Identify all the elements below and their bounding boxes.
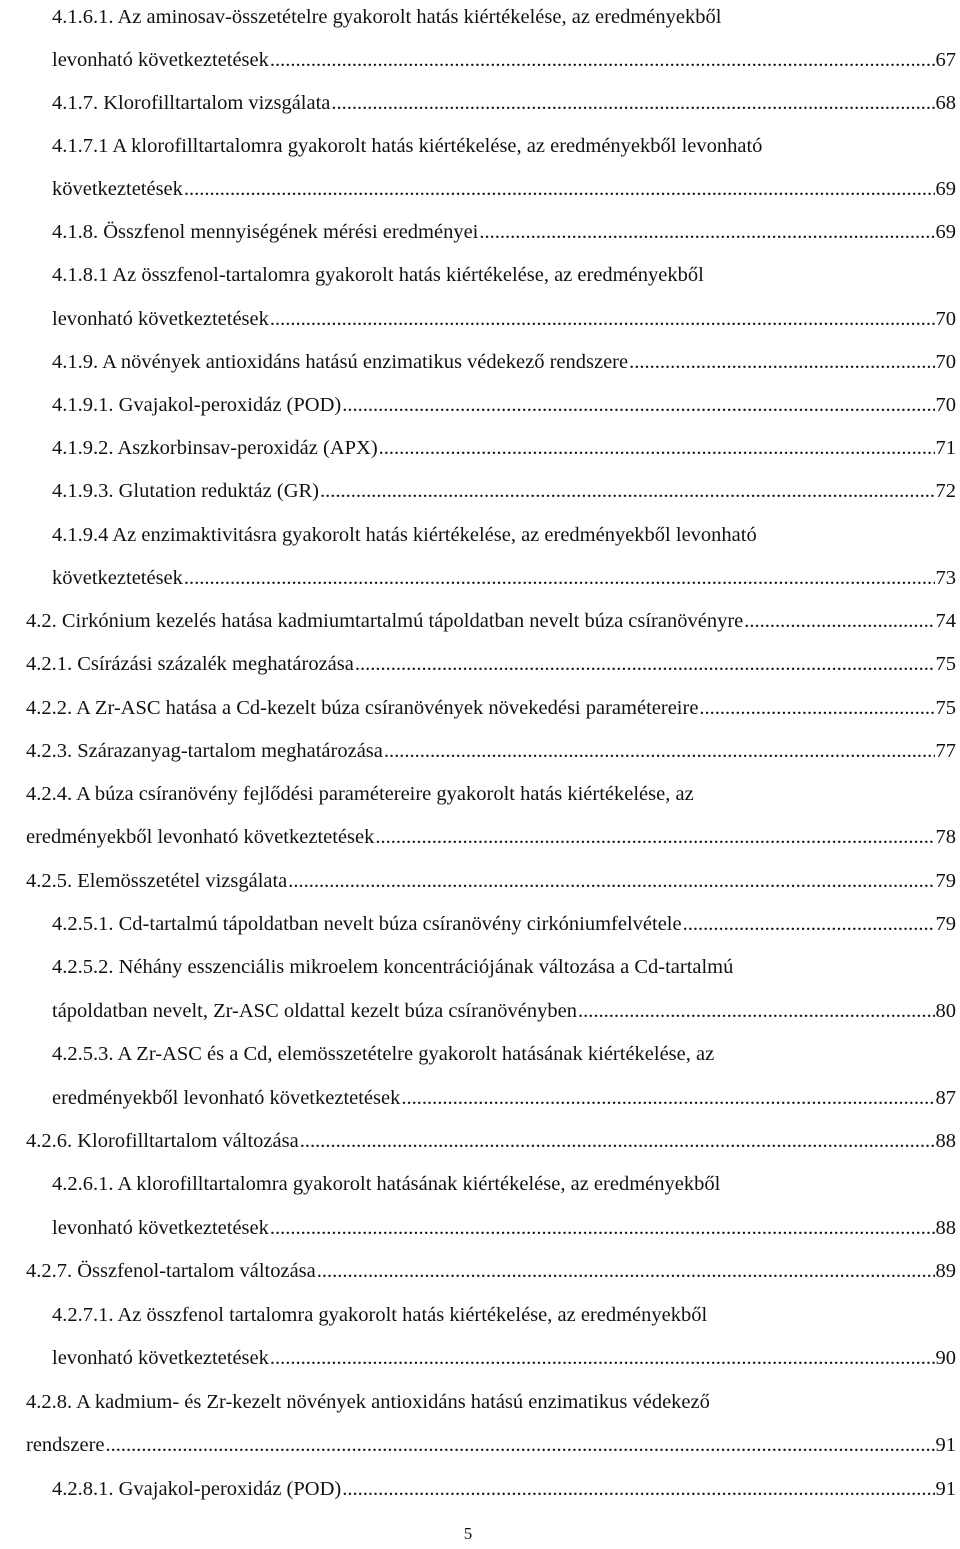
toc-entry-link[interactable] — [52, 1213, 956, 1243]
toc-entry-link[interactable] — [52, 433, 956, 463]
toc-entry-continuation: levonható következtetések — [52, 308, 269, 330]
toc-entry-text: 4.1.8.1 Az összfenol-tartalomra gyakorolt hatás kiértékelése, az eredményekből — [52, 264, 704, 286]
dot-leader — [320, 476, 934, 506]
toc-page-number: 77 — [935, 740, 956, 762]
dot-leader — [379, 433, 935, 463]
toc-page-number: 70 — [935, 308, 956, 330]
toc-entry-text: 4.2.2. A Zr-ASC hatása a Cd-kezelt búza csíranövények növekedési paramétereire — [26, 697, 699, 719]
toc-entry-link[interactable] — [26, 649, 956, 679]
toc-entry-link[interactable] — [52, 45, 956, 75]
toc-entry-continuation: eredményekből levonható következtetések — [52, 1087, 401, 1109]
toc-entry-link[interactable] — [26, 736, 956, 766]
dot-leader — [699, 693, 934, 723]
toc-entry-continuation: tápoldatban nevelt, Zr-ASC oldattal kezelt búza csíranövényben — [52, 1000, 578, 1022]
toc-page-number: 88 — [935, 1217, 956, 1239]
toc-entry-link[interactable] — [26, 822, 956, 852]
toc-page-number: 67 — [935, 49, 956, 71]
toc-page-number: 70 — [935, 394, 956, 416]
toc-page-number: 89 — [935, 1260, 956, 1282]
toc-page-number: 72 — [935, 480, 956, 502]
toc-page-number: 78 — [935, 826, 956, 848]
toc-entry-text: 4.1.9.4 Az enzimaktivitásra gyakorolt hatás kiértékelése, az eredményekből levonható — [52, 524, 757, 546]
toc-entry-text: 4.2.5. Elemösszetétel vizsgálata — [26, 870, 288, 892]
toc-entry-link[interactable] — [52, 1083, 956, 1113]
toc-entry-text: 4.1.9.1. Gvajakol-peroxidáz (POD) — [52, 394, 342, 416]
toc-entry-text: 4.2.3. Szárazanyag-tartalom meghatározása — [26, 740, 383, 762]
toc-page-number: 75 — [935, 653, 956, 675]
toc-entry-continuation: rendszere — [26, 1434, 105, 1456]
toc-page-number: 79 — [935, 913, 956, 935]
toc-entry-link[interactable] — [52, 476, 956, 506]
toc-entry-link[interactable] — [26, 866, 956, 896]
toc-page-number: 90 — [935, 1347, 956, 1369]
toc-entry-text: 4.2.8.1. Gvajakol-peroxidáz (POD) — [52, 1478, 342, 1500]
toc-entry-text: 4.1.8. Összfenol mennyiségének mérési eredményei — [52, 221, 479, 243]
toc-page-number: 88 — [935, 1130, 956, 1152]
toc-entry-link[interactable] — [52, 1474, 956, 1504]
toc-entry-continuation: levonható következtetések — [52, 1217, 269, 1239]
toc-entry-text: 4.1.7. Klorofilltartalom vizsgálata — [52, 92, 331, 114]
toc-page-number: 69 — [935, 221, 956, 243]
toc-entry-text: 4.1.9.3. Glutation reduktáz (GR) — [52, 480, 320, 502]
dot-leader — [578, 996, 934, 1026]
toc-entry-link[interactable] — [52, 909, 956, 939]
dot-leader — [288, 866, 934, 896]
toc-page-number: 79 — [935, 870, 956, 892]
toc-page-number: 74 — [935, 610, 956, 632]
toc-entry-text: 4.2.6.1. A klorofilltartalomra gyakorolt hatásának kiértékelése, az eredményekből — [52, 1173, 721, 1195]
dot-leader — [106, 1430, 935, 1460]
toc-page-number: 68 — [935, 92, 956, 114]
toc-entry-text: 4.1.7.1 A klorofilltartalomra gyakorolt hatás kiértékelése, az eredményekből levonható — [52, 135, 763, 157]
dot-leader — [270, 304, 935, 334]
toc-entry-continuation: eredményekből levonható következtetések — [26, 826, 375, 848]
dot-leader — [355, 649, 935, 679]
toc-entry-continuation: következtetések — [52, 178, 183, 200]
dot-leader — [683, 909, 935, 939]
toc-entry-link[interactable] — [52, 88, 956, 118]
toc-entry-continuation: levonható következtetések — [52, 49, 269, 71]
toc-entry-link[interactable] — [26, 606, 956, 636]
dot-leader — [479, 217, 934, 247]
toc-entry-text: 4.2.8. A kadmium- és Zr-kezelt növények antioxidáns hatású enzimatikus védekező — [26, 1391, 710, 1413]
toc-entry-link[interactable] — [52, 304, 956, 334]
dot-leader — [342, 1474, 934, 1504]
toc-page-number: 73 — [935, 567, 956, 589]
toc-entry-text: 4.2.5.1. Cd-tartalmú tápoldatban nevelt búza csíranövény cirkóniumfelvétele — [52, 913, 682, 935]
toc-entry-continuation: levonható következtetések — [52, 1347, 269, 1369]
toc-entry-link[interactable] — [52, 1343, 956, 1373]
toc-entry-text: 4.2.5.2. Néhány esszenciális mikroelem koncentrációjának változása a Cd-tartalmú — [52, 956, 734, 978]
dot-leader — [317, 1256, 935, 1286]
dot-leader — [342, 390, 934, 420]
toc-page-number: 75 — [935, 697, 956, 719]
dot-leader — [300, 1126, 935, 1156]
toc-entry-link[interactable] — [26, 1256, 956, 1286]
dot-leader — [270, 1343, 935, 1373]
toc-page-number: 91 — [935, 1478, 956, 1500]
toc-page-number: 69 — [935, 178, 956, 200]
dot-leader — [270, 1213, 935, 1243]
toc-page-number: 80 — [935, 1000, 956, 1022]
toc-entry-text: 4.2.5.3. A Zr-ASC és a Cd, elemösszetételre gyakorolt hatásának kiértékelése, az — [52, 1043, 715, 1065]
dot-leader — [184, 563, 935, 593]
toc-page-number: 71 — [935, 437, 956, 459]
dot-leader — [270, 45, 935, 75]
toc-entry-text: 4.2.7.1. Az összfenol tartalomra gyakorolt hatás kiértékelése, az eredményekből — [52, 1304, 708, 1326]
page-number-footer: 5 — [463, 1524, 473, 1543]
toc-entry-link[interactable] — [52, 217, 956, 247]
dot-leader — [384, 736, 935, 766]
dot-leader — [401, 1083, 934, 1113]
toc-page-number: 70 — [935, 351, 956, 373]
toc-entry-text: 4.2.1. Csírázási százalék meghatározása — [26, 653, 354, 675]
dot-leader — [744, 606, 934, 636]
dot-leader — [331, 88, 934, 118]
toc-entry-link[interactable] — [52, 347, 956, 377]
toc-page-number: 87 — [935, 1087, 956, 1109]
toc-entry-text: 4.1.9.2. Aszkorbinsav-peroxidáz (APX) — [52, 437, 378, 459]
toc-entry-text: 4.1.6.1. Az aminosav-összetételre gyakorolt hatás kiértékelése, az eredményekből — [52, 6, 722, 28]
dot-leader — [629, 347, 934, 377]
dot-leader — [184, 174, 935, 204]
toc-entry-text: 4.2. Cirkónium kezelés hatása kadmiumtartalmú tápoldatban nevelt búza csíranövényre — [26, 610, 744, 632]
toc-entry-text: 4.2.6. Klorofilltartalom változása — [26, 1130, 299, 1152]
toc-entry-continuation: következtetések — [52, 567, 183, 589]
toc-entry-text: 4.2.4. A búza csíranövény fejlődési paramétereire gyakorolt hatás kiértékelése, az — [26, 783, 694, 805]
toc-page-number: 91 — [935, 1434, 956, 1456]
dot-leader — [375, 822, 934, 852]
toc-entry-link[interactable] — [52, 563, 956, 593]
toc-entry-link[interactable] — [26, 693, 956, 723]
toc-entry-text: 4.1.9. A növények antioxidáns hatású enzimatikus védekező rendszere — [52, 351, 629, 373]
toc-entry-text: 4.2.7. Összfenol-tartalom változása — [26, 1260, 316, 1282]
toc-entry-link[interactable] — [26, 1126, 956, 1156]
toc-entry-link[interactable] — [26, 1430, 956, 1460]
toc-entry-link[interactable] — [52, 996, 956, 1026]
toc-entry-link[interactable] — [52, 390, 956, 420]
toc-entry-link[interactable] — [52, 174, 956, 204]
